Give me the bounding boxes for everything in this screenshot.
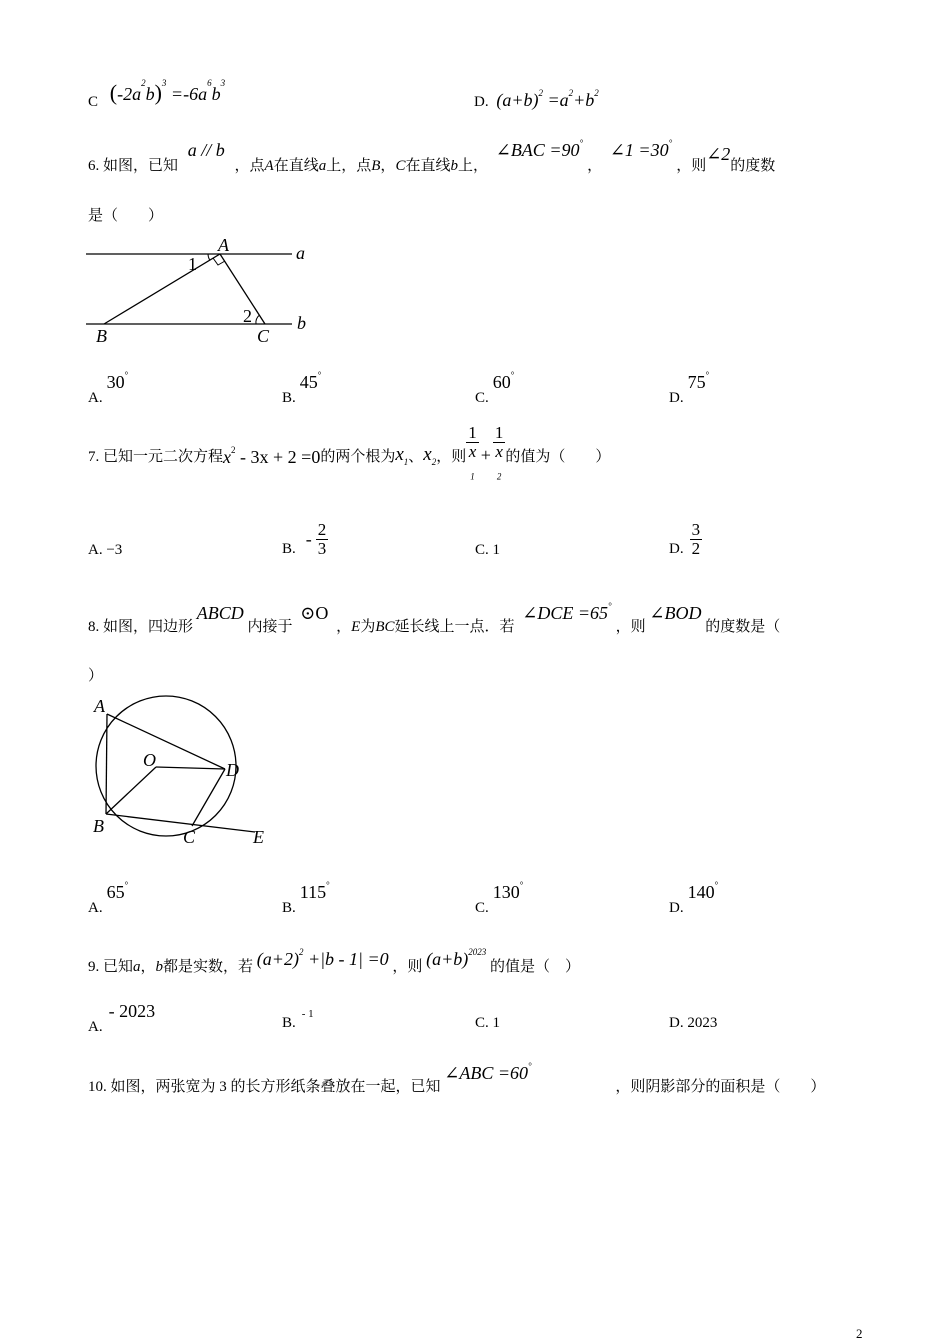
q6-option-a: A.30° (88, 370, 129, 406)
q5-option-c-label: C (88, 94, 99, 110)
q9-option-d: D. 2023 (669, 1015, 718, 1031)
q6-figure (80, 232, 330, 347)
q5-option-d-expr: $(a+b)^2 =a^2+b^2$ (496, 88, 599, 110)
q5-option-d (474, 90, 599, 111)
q6-option-d: D.75° (669, 370, 710, 406)
q5-option-d-label: D. (474, 94, 489, 110)
fig-label-b-point: B (96, 326, 107, 346)
q8-figure (80, 688, 280, 853)
q7-root-x2: $x_2$ (423, 443, 437, 467)
q8-option-c: C.130° (475, 880, 524, 916)
q8-abcd: ABCD (196, 603, 244, 623)
angle-2-arc (256, 315, 260, 324)
q8-stem: 8. 如图，四边形 ABCD 内接于 ⊙O ，E为BC延长线上一点．若 ∠DCE =65°，则 ∠BOD 的度数是（ (88, 601, 781, 635)
q9-condition: $(a+2)^2 +|b - 1| =0$ (256, 947, 389, 969)
q9-stem: 9. 已知a，b都是实数，若 $(a+2)^2 +|b - 1| =0$ ，则 $(a+b)^{2023}$ 的值是（ ） (88, 947, 581, 975)
q6-angle-1: ∠1 =30° (609, 138, 673, 160)
q7-equation: $x^2 - 3x + 2 =0$ (223, 444, 321, 467)
fig-label-c-point: C (257, 326, 270, 346)
q7-root-x1: $x_1$ (395, 443, 409, 467)
fig-label-a-point: A (218, 235, 229, 255)
q7-frac-1: 1 x $_1$ (468, 423, 477, 482)
q5-option-c-expr: $(-2a^2b)^3 =-6a^6b^3$ (109, 78, 226, 105)
fig-label-b: B (93, 816, 104, 836)
fig-label-b-line: b (297, 313, 306, 333)
q8-angle-dce: ∠DCE =65° (522, 601, 612, 623)
fig-label-d: D (226, 760, 239, 780)
q9-target-expr: $(a+b)^{2023}$ (426, 947, 487, 969)
angle-1-arc (208, 254, 210, 260)
q7-option-b-frac: $\frac{2}{3}$ (317, 519, 327, 558)
q6-stem: 6. 如图，已知 a // b ，点A在直线a上，点B，C在直线b上， ∠BAC =90°， ∠1 =30°，则∠2的度数 (88, 138, 776, 174)
q7-option-a: A. −3 (88, 542, 123, 558)
q7-frac-2: 1 x $_2$ (494, 423, 504, 482)
q6-angle-2: ∠2 (706, 144, 731, 164)
fig-label-c: C (183, 827, 196, 847)
q8-option-b: B.115° (282, 880, 330, 916)
fig-label-2: 2 (243, 306, 252, 326)
q9-option-b: B.$^{- 1}$ (282, 1008, 314, 1031)
segment-bo (106, 767, 156, 814)
page-number: 2 (856, 1326, 863, 1341)
q9-option-c: C. 1 (475, 1015, 501, 1031)
q7-option-d-frac: $\frac{3}{2}$ (691, 519, 701, 558)
q7-option-b: B. - $\frac{2}{3}$ (282, 519, 327, 558)
q7-option-d: D. $\frac{3}{2}$ (669, 519, 701, 558)
q9-option-a: A.- 2023 (88, 1001, 156, 1035)
segment-ab (104, 254, 220, 324)
q6-option-c: C.60° (475, 370, 515, 406)
q6-option-b: B.45° (282, 370, 322, 406)
segment-be (106, 814, 255, 832)
q6-angle-bac: ∠BAC =90° (495, 138, 584, 160)
q8-angle-bod: ∠BOD (649, 603, 702, 623)
q7-option-c: C. 1 (475, 542, 501, 558)
q8-option-d: D.140° (669, 880, 719, 916)
q6-stem-line2: 是（ ） (88, 208, 164, 224)
fig-label-o: O (143, 750, 156, 770)
fig-label-e: E (253, 827, 264, 847)
segment-dc (192, 769, 225, 826)
fig-label-1: 1 (188, 254, 197, 274)
q8-stem-line2: ） (88, 668, 104, 684)
q7-stem: 7. 已知一元二次方程 $x^2 - 3x + 2 =0$ 的两个根为 $x_1$ 、 $x_2$ ，则 1 x $_1$ + 1 x $_2$ 的值为（ ） (88, 430, 610, 480)
q8-option-a: A.65° (88, 880, 129, 916)
q10-stem: 10. 如图，两张宽为 3 的长方形纸条叠放在一起，已知 ∠ABC =60° ，则阴影部分的面积是（ ） (88, 1061, 826, 1095)
segment-od (156, 767, 225, 769)
fig-label-a-line: a (296, 243, 305, 263)
q8-circle-o: ⊙O (300, 603, 329, 623)
segment-ad (107, 714, 225, 769)
q5-option-c (88, 78, 226, 112)
fig-label-a: A (94, 696, 105, 716)
q6-parallel-expr: a // b (187, 140, 225, 160)
q10-angle-abc: ∠ABC =60° (444, 1061, 532, 1083)
